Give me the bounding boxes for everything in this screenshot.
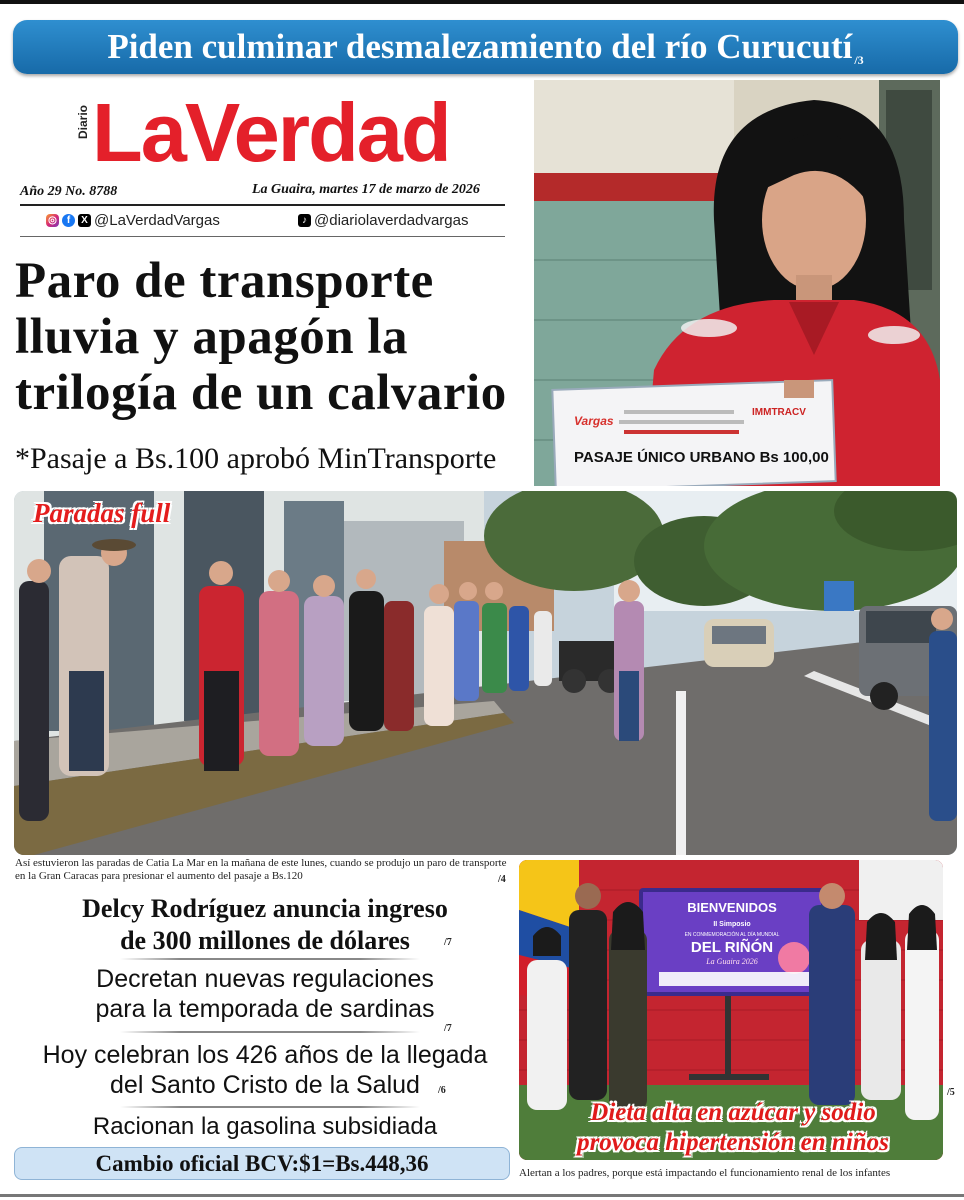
- lead-headline-line: trilogía de un calvario: [15, 365, 507, 421]
- social-handle-right: @diariolaverdadvargas: [314, 212, 469, 229]
- banner-headline: Piden culminar desmalezamiento del río Curucutí: [107, 27, 853, 66]
- story-delcy-line2: de 300 millones de dólares: [120, 926, 410, 955]
- screen-sub2: EN CONMEMORACIÓN AL DÍA MUNDIAL: [684, 932, 780, 938]
- banner-page-ref: /3: [854, 53, 864, 67]
- social-handles-right[interactable]: [298, 212, 468, 229]
- story-santo-cristo-line2: del Santo Cristo de la Salud: [110, 1071, 420, 1099]
- social-handle-left: @LaVerdadVargas: [94, 212, 220, 229]
- edition-number: Año 29 No. 8788: [20, 184, 118, 199]
- sign-title: PASAJE ÚNICO URBANO Bs 100,00: [574, 449, 829, 466]
- story-santo-cristo-page-ref: /6: [438, 1085, 446, 1096]
- screen-title: BIENVENIDOS: [687, 900, 777, 915]
- dateline: La Guaira, martes 17 de marzo de 2026: [252, 182, 480, 197]
- instagram-icon: ◎: [46, 214, 59, 227]
- social-handles-left[interactable]: [46, 212, 220, 229]
- photo-bus-stop-queue[interactable]: [14, 491, 957, 855]
- story-divider: [120, 1106, 420, 1108]
- x-twitter-icon: X: [78, 214, 91, 227]
- masthead-rule-bottom: [20, 236, 505, 237]
- street-photo-page-ref: /4: [498, 874, 506, 885]
- street-photo-illustration: [14, 491, 957, 855]
- dieta-caption: Alertan a los padres, porque está impactando el funcionamiento renal de los infantes: [519, 1167, 891, 1179]
- lead-headline-line: Paro de transporte: [15, 253, 434, 309]
- woman-photo-illustration: [534, 80, 940, 486]
- newspaper-logo: LaVerdad: [92, 86, 450, 179]
- lead-headline[interactable]: [15, 253, 535, 421]
- dieta-headline-line: provoca hipertensión en niños: [577, 1129, 889, 1156]
- story-divider: [120, 1031, 420, 1033]
- diario-label: Diario: [76, 105, 90, 140]
- paradas-full-tag: Paradas full: [33, 498, 171, 528]
- story-santo-cristo-line1: Hoy celebran los 426 años de la llegada: [42, 1041, 488, 1069]
- screen-place: La Guaira 2026: [706, 957, 758, 966]
- screen-main: DEL RIÑÓN: [690, 939, 774, 956]
- photo-woman-with-sign[interactable]: [534, 80, 940, 486]
- sign-logo-left: Vargas: [574, 414, 614, 428]
- top-banner[interactable]: [13, 20, 958, 74]
- story-delcy-page-ref: /7: [444, 937, 452, 948]
- facebook-icon: f: [62, 214, 75, 227]
- sign-logo-right: IMMTRACV: [752, 407, 806, 418]
- story-gasolina[interactable]: [15, 1111, 515, 1142]
- story-sardinas-line1: Decretan nuevas regulaciones: [96, 965, 434, 993]
- dieta-headline-line: Dieta alta en azúcar y sodio: [590, 1099, 876, 1126]
- top-rule: [0, 0, 964, 4]
- story-divider: [120, 958, 420, 960]
- bcv-exchange-rate: Cambio oficial BCV:$1=Bs.448,36: [14, 1147, 510, 1180]
- story-sardinas-page-ref: /7: [444, 1023, 452, 1034]
- story-delcy[interactable]: [15, 893, 515, 957]
- story-delcy-line1: Delcy Rodríguez anuncia ingreso: [82, 894, 448, 923]
- lead-headline-line: lluvia y apagón la: [15, 309, 409, 365]
- story-sardinas-line2: para la temporada de sardinas: [95, 995, 435, 1023]
- street-photo-caption: Así estuvieron las paradas de Catia La Mar en la mañana de este lunes, cuando se produjo un paro de transporte en la Gran Caracas para presionar el aumento del pasaje a Bs.120: [15, 857, 507, 882]
- dieta-headline[interactable]: [528, 1098, 938, 1158]
- lead-subhead: *Pasaje a Bs.100 aprobó MinTransporte: [15, 442, 497, 475]
- bottom-rule: [0, 1194, 964, 1197]
- story-gasolina-line1: Racionan la gasolina subsidiada: [92, 1113, 438, 1140]
- screen-sub: II Simposio: [713, 921, 751, 928]
- tiktok-icon: ♪: [298, 214, 311, 227]
- story-sardinas[interactable]: [15, 964, 515, 1024]
- dieta-page-ref: /5: [947, 1087, 955, 1098]
- masthead-rule-top: [20, 204, 505, 206]
